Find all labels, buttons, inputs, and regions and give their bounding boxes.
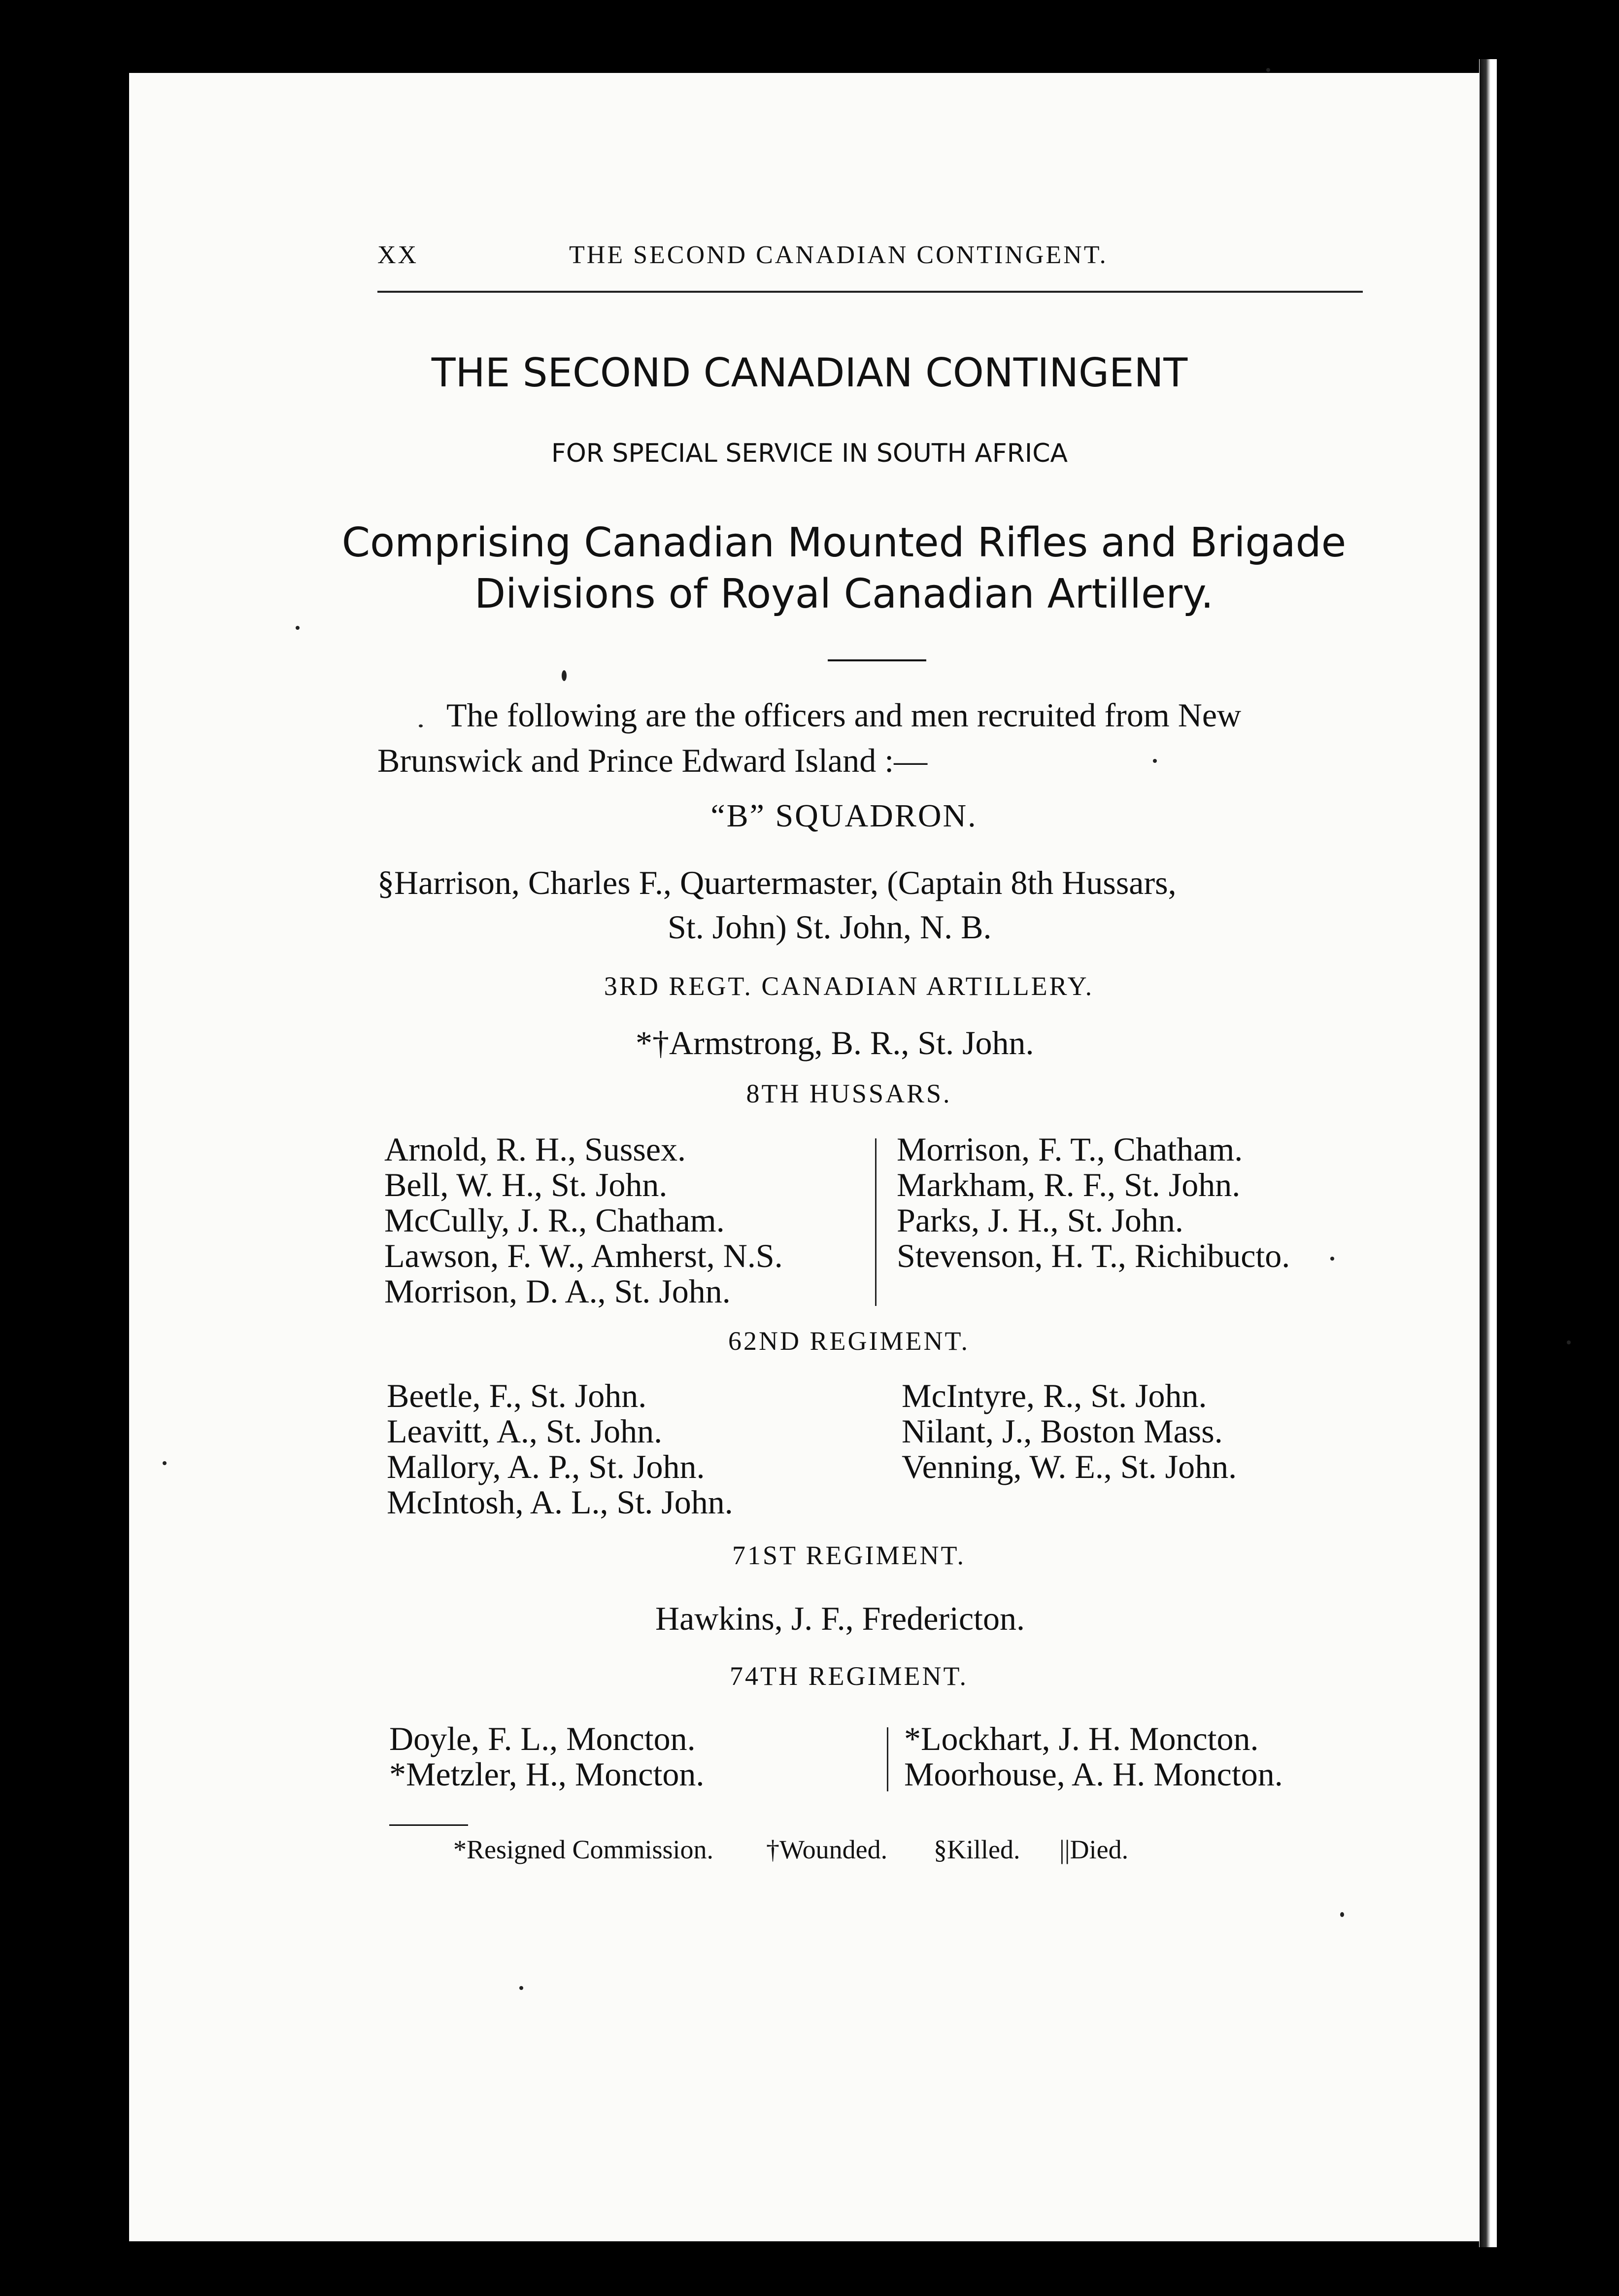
footnote-died: ||Died. xyxy=(1059,1835,1129,1864)
hussars-8th-left-column xyxy=(384,1131,783,1309)
regt-3rd-heading: 3RD REGT. CANADIAN ARTILLERY. xyxy=(604,971,1094,1001)
footnote-rule xyxy=(389,1824,468,1826)
list-item: Nilant, J., Boston Mass. xyxy=(902,1412,1223,1450)
scan-speck xyxy=(519,1986,523,1990)
scan-speck xyxy=(163,1461,167,1465)
scan-speck xyxy=(1266,68,1270,72)
scan-speck xyxy=(1330,1257,1334,1261)
list-item: *Metzler, H., Moncton. xyxy=(389,1755,705,1793)
list-item: Stevenson, H. T., Richibucto. xyxy=(897,1237,1290,1274)
list-item: Bell, W. H., St. John. xyxy=(384,1166,668,1203)
running-title: THE SECOND CANADIAN CONTINGENT. xyxy=(569,241,1108,269)
comprising-line-1: Comprising Canadian Mounted Rifles and Brigade xyxy=(341,519,1347,566)
list-item: Mallory, A. P., St. John. xyxy=(387,1448,705,1485)
comprising-heading xyxy=(0,517,1619,620)
regt-62nd-left-column xyxy=(387,1378,733,1520)
page-number: XX xyxy=(377,241,419,269)
list-item: McIntyre, R., St. John. xyxy=(902,1377,1207,1414)
title-rule xyxy=(828,659,926,661)
list-item: Venning, W. E., St. John. xyxy=(902,1448,1237,1485)
regt-62nd-right-column xyxy=(902,1378,1237,1484)
header-rule xyxy=(377,291,1363,293)
regt-62nd-heading: 62ND REGIMENT. xyxy=(728,1326,970,1356)
intro-line-1: The following are the officers and men recruited from New xyxy=(446,696,1242,734)
scan-speck xyxy=(296,626,300,630)
scan-speck xyxy=(1153,759,1157,763)
footnote-resigned: *Resigned Commission. xyxy=(453,1835,714,1864)
regt-74th-right-column xyxy=(904,1721,1283,1792)
list-item: McCully, J. R., Chatham. xyxy=(384,1201,725,1239)
comprising-line-2: Divisions of Royal Canadian Artillery. xyxy=(474,571,1214,617)
page-title: THE SECOND CANADIAN CONTINGENT xyxy=(431,350,1188,396)
regt-71st-entry: Hawkins, J. F., Fredericton. xyxy=(655,1600,1025,1637)
list-item: Parks, J. H., St. John. xyxy=(897,1201,1183,1239)
scan-speck xyxy=(419,724,423,727)
list-item: Beetle, F., St. John. xyxy=(387,1377,647,1414)
footnote-killed: §Killed. xyxy=(934,1835,1020,1864)
regt-3rd-entry: *†Armstrong, B. R., St. John. xyxy=(636,1024,1034,1062)
list-item: Moorhouse, A. H. Moncton. xyxy=(904,1755,1283,1793)
intro-line-2: Brunswick and Prince Edward Island :— xyxy=(377,742,928,779)
list-item: Morrison, D. A., St. John. xyxy=(384,1272,731,1310)
footnote-wounded: †Wounded. xyxy=(766,1835,888,1864)
scan-speck xyxy=(1340,1912,1344,1917)
b-squadron-heading: “B” SQUADRON. xyxy=(710,798,978,834)
hussars-8th-right-column xyxy=(897,1131,1290,1273)
list-item: Leavitt, A., St. John. xyxy=(387,1412,663,1450)
list-item: Morrison, F. T., Chatham. xyxy=(897,1131,1243,1168)
list-item: Arnold, R. H., Sussex. xyxy=(384,1131,686,1168)
list-item: *Lockhart, J. H. Moncton. xyxy=(904,1720,1259,1757)
b-squadron-line-2: St. John) St. John, N. B. xyxy=(668,908,992,946)
regt-71st-heading: 71ST REGIMENT. xyxy=(732,1541,966,1570)
scan-speck xyxy=(562,670,567,681)
page-subtitle: FOR SPECIAL SERVICE IN SOUTH AFRICA xyxy=(551,439,1068,468)
b-squadron-line-1: §Harrison, Charles F., Quartermaster, (Captain 8th Hussars, xyxy=(377,864,1177,901)
column-divider xyxy=(887,1727,888,1791)
scan-speck xyxy=(1567,1340,1571,1344)
list-item: Doyle, F. L., Moncton. xyxy=(389,1720,696,1757)
hussars-8th-heading: 8TH HUSSARS. xyxy=(746,1079,952,1108)
column-divider xyxy=(875,1138,877,1306)
list-item: Markham, R. F., St. John. xyxy=(897,1166,1241,1203)
list-item: McIntosh, A. L., St. John. xyxy=(387,1483,733,1521)
regt-74th-heading: 74TH REGIMENT. xyxy=(730,1661,968,1691)
list-item: Lawson, F. W., Amherst, N.S. xyxy=(384,1237,783,1274)
regt-74th-left-column xyxy=(389,1721,704,1792)
